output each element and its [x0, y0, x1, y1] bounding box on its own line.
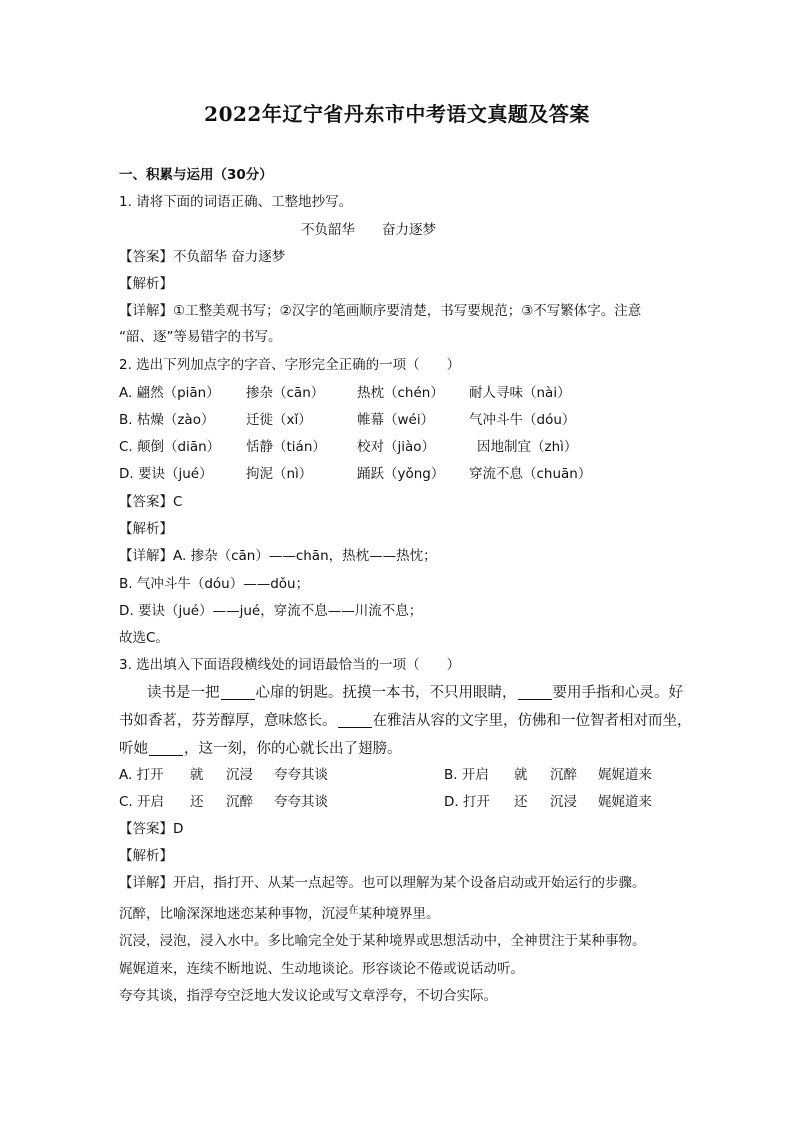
q3-detail-line4: 娓娓道来，连续不断地说、生动地谈论。形容谈论不倦或说话动听。 [119, 961, 524, 977]
q3-detail-line2 [119, 905, 440, 925]
option-cell: 帷幕（wéi） [357, 412, 435, 428]
q2-answer: 【答案】C [119, 494, 183, 510]
option-cell: A. 翩然（piān） [119, 385, 220, 401]
blank-line [149, 741, 183, 756]
passage-text: ，这一刻，你的心就长出了翅膀。 [184, 741, 402, 757]
option-b-1: B. 开启 [444, 767, 489, 783]
passage-text: 听她 [119, 741, 148, 757]
q3-answer: 【答案】D [119, 821, 184, 837]
option-d-3: 沉浸 [550, 794, 577, 810]
q3-options-row2 [119, 793, 679, 811]
section-heading: 一、积累与运用（30分） [119, 167, 273, 183]
option-b-3: 沉醉 [550, 767, 577, 783]
q2-detail-line1: 【详解】A. 掺杂（cān）——chān，热枕——热忱； [119, 548, 437, 564]
option-cell: 踊跃（yǒng） [357, 466, 445, 482]
option-cell: 耐人寻味（nài） [469, 385, 571, 401]
detail-text: 某种境界里。 [358, 906, 440, 922]
option-c-1: C. 开启 [119, 794, 165, 810]
q2-detail-line4: 故选C。 [119, 630, 169, 646]
q1-detail-line1: 【详解】①工整美观书写；②汉字的笔画顺序要清楚，书写要规范；③不写繁体字。注意 [119, 303, 642, 319]
option-cell: 因地制宜（zhì） [477, 439, 578, 455]
option-a-3: 沉浸 [226, 767, 253, 783]
q3-detail-line1: 【详解】开启，指打开、从某一点起等。也可以理解为某个设备启动或开始运行的步骤。 [119, 875, 646, 891]
option-cell: D. 要诀（jué） [119, 466, 213, 482]
blank-line [338, 713, 372, 728]
detail-text: 沉醉，比喻深深地迷恋某种事物，沉浸 [119, 906, 349, 922]
q2-analysis-label: 【解析】 [119, 521, 173, 537]
option-cell: 掺杂（cān） [246, 385, 325, 401]
q3-options-row1 [119, 766, 679, 784]
q2-detail-line3: D. 要诀（jué）——jué，穿流不息——川流不息； [119, 603, 423, 619]
q3-passage-line1 [147, 684, 683, 702]
option-cell: 迁徙（xǐ） [246, 412, 312, 428]
q3-stem: 3. 选出填入下面语段横线处的词语最恰当的一项（ ） [119, 657, 461, 673]
blank-line [518, 685, 552, 700]
option-b-2: 就 [514, 767, 528, 783]
q2-option-d [119, 465, 679, 483]
detail-text-raised: 在 [348, 905, 359, 916]
blank-line [221, 685, 255, 700]
q2-stem: 2. 选出下列加点字的字音、字形完全正确的一项（ ） [119, 357, 461, 373]
q3-passage-line3 [119, 740, 402, 758]
q2-option-a [119, 384, 679, 402]
passage-text: 在雅洁从容的文字里，仿佛和一位智者相对而坐， [372, 713, 692, 729]
q3-detail-line5: 夸夸其谈，指浮夸空泛地大发议论或写文章浮夸，不切合实际。 [119, 988, 497, 1004]
option-cell: 校对（jiào） [357, 439, 436, 455]
option-d-2: 还 [514, 794, 528, 810]
q2-option-c [119, 438, 679, 456]
option-cell: 热枕（chén） [357, 385, 444, 401]
q3-passage-line2 [119, 712, 692, 730]
option-d-1: D. 打开 [444, 794, 490, 810]
option-cell: 恬静（tián） [246, 439, 326, 455]
option-c-2: 还 [190, 794, 204, 810]
option-a-4: 夸夸其谈 [274, 767, 328, 783]
option-d-4: 娓娓道来 [598, 794, 652, 810]
option-c-4: 夸夸其谈 [274, 794, 328, 810]
q1-analysis-label: 【解析】 [119, 276, 173, 292]
option-b-4: 娓娓道来 [598, 767, 652, 783]
passage-text: 心扉的钥匙。抚摸一本书，不只用眼睛， [255, 685, 517, 701]
q2-detail-line2: B. 气冲斗牛（dóu）——dǒu； [119, 576, 310, 592]
q3-analysis-label: 【解析】 [119, 848, 173, 864]
option-a-1: A. 打开 [119, 767, 164, 783]
option-cell: B. 枯燥（zào） [119, 412, 215, 428]
q1-answer: 【答案】不负韶华 奋力逐梦 [119, 249, 286, 265]
page-title: 2022年辽宁省丹东市中考语文真题及答案 [204, 102, 590, 126]
passage-text: 读书是一把 [147, 685, 220, 701]
q1-words: 不负韶华 奋力逐梦 [301, 222, 436, 238]
option-cell: 穿流不息（chuān） [469, 466, 592, 482]
q1-stem: 1. 请将下面的词语正确、工整地抄写。 [119, 194, 353, 210]
q1-detail-line2: “韶、逐”等易错字的书写。 [119, 329, 282, 345]
q3-detail-line3: 沉浸，浸泡，浸入水中。多比喻完全处于某种境界或思想活动中，全神贯注于某种事物。 [119, 933, 646, 949]
option-cell: 气冲斗牛（dóu） [469, 412, 576, 428]
q2-option-b [119, 411, 679, 429]
passage-text: 要用手指和心灵。好 [552, 685, 683, 701]
passage-text: 书如香茗，芬芳醇厚，意味悠长。 [119, 713, 337, 729]
option-cell: C. 颠倒（diān） [119, 439, 221, 455]
option-a-2: 就 [190, 767, 204, 783]
option-c-3: 沉醉 [226, 794, 253, 810]
option-cell: 拘泥（nì） [246, 466, 313, 482]
